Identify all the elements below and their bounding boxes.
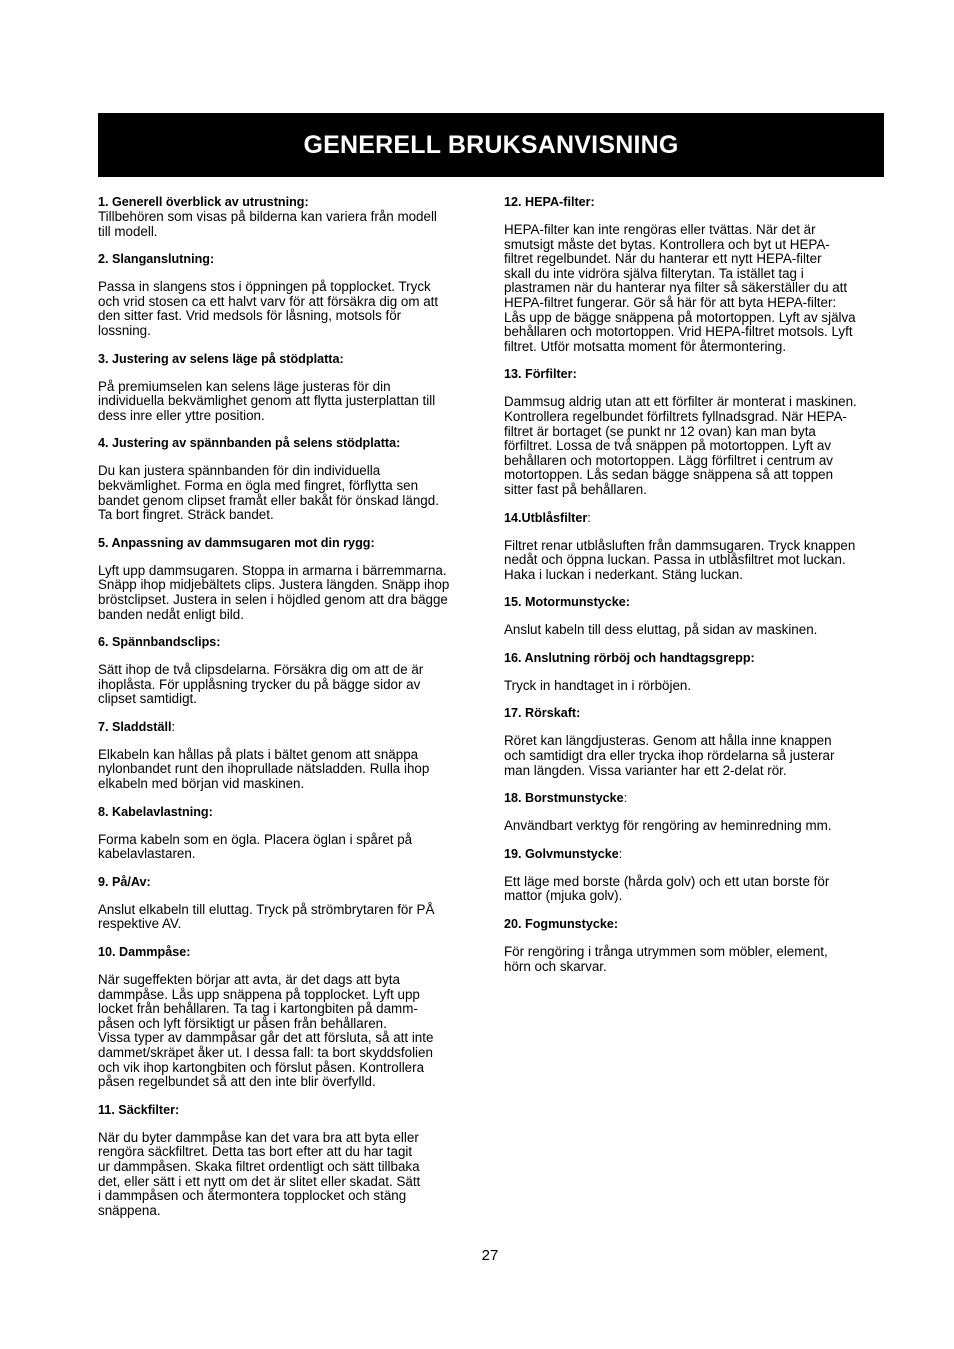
section-body: Anslut elkabeln till eluttag. Tryck på strömbrytaren för PÅ respektive AV. bbox=[98, 901, 435, 932]
section-17 bbox=[504, 706, 892, 778]
section-1 bbox=[98, 195, 484, 239]
left-column bbox=[98, 195, 484, 1231]
section-9 bbox=[98, 875, 484, 932]
section-body: När du byter dammpåse kan det vara bra att byta eller rengöra säckfiltret. Detta tas bort efter att du har tagit ur dammpåsen. Skaka filtret ordentligt och sätt tillbaka det, eller sätt i ett nytt om det är slitet eller skadat. Sätt i dammpåsen och återmontera topplocket och stäng snäppena. bbox=[98, 1129, 421, 1218]
section-body: Användbart verktyg för rengöring av heminredning mm. bbox=[504, 818, 832, 834]
section-body: Forma kabeln som en ögla. Placera öglan i spåret på kabelavlastaren. bbox=[98, 831, 413, 862]
section-heading: 8. Kabelavlastning: bbox=[98, 804, 213, 819]
section-body: Du kan justera spännbanden för din individuella bekvämlighet. Forma en ögla med fingret, förflytta sen bandet genom clipset framåt eller bakåt för önskad längd. Ta bort fingret. Sträck bandet. bbox=[98, 463, 439, 523]
section-11 bbox=[98, 1103, 484, 1219]
section-heading: 12. HEPA-filter: bbox=[504, 195, 595, 209]
title-banner bbox=[98, 113, 884, 177]
section-body: Elkabeln kan hållas på plats i bältet genom att snäppa nylonbandet runt den ihoprullade nätsladden. Rulla ihop elkabeln med början vid maskinen. bbox=[98, 746, 430, 792]
section-8 bbox=[98, 805, 484, 862]
section-7 bbox=[98, 720, 484, 792]
section-heading: 17. Rörskaft: bbox=[504, 706, 581, 721]
section-heading: 18. Borstmunstycke: bbox=[504, 791, 628, 806]
section-heading: 10. Dammpåse: bbox=[98, 945, 191, 960]
section-heading: 11. Säckfilter: bbox=[98, 1102, 180, 1117]
section-body: För rengöring i trånga utrymmen som möbler, element, hörn och skarvar. bbox=[504, 944, 828, 974]
page-number: 27 bbox=[481, 1247, 499, 1264]
section-body: Lyft upp dammsugaren. Stoppa in armarna i bärremmarna. Snäpp ihop midjebältets clips. Justera längden. Snäpp ihop bröstclipset. Justera in selen i höjdled genom att dra bägge banden nedåt enligt bild. bbox=[98, 562, 450, 622]
section-heading: 16. Anslutning rörböj och handtagsgrepp: bbox=[504, 650, 755, 665]
section-heading: 1. Generell överblick av utrustning: bbox=[98, 195, 309, 209]
section-heading: 15. Motormunstycke: bbox=[504, 595, 630, 610]
section-body: HEPA-filter kan inte rengöras eller tvättas. När det är smutsigt måste det bytas. Kontrollera och byt ut HEPA- filtret regelbundet. När du hanterar ett nytt HEPA-filter skall du inte vidröra själva filterytan. Ta istället tag i plastramen när du hanterar nya filter så säkerställer du att HEPA-filtret fungerar. Gör så här för att byta HEPA-filter: Lås upp de bägge snäppena på motortoppen. Lyft av själva behållaren och motortoppen. Vrid HEPA-filtret motsols. Lyft filtret. Utför motsatta moment för återmontering. bbox=[504, 222, 856, 354]
section-19 bbox=[504, 847, 892, 904]
section-body: Tryck in handtaget in i rörböjen. bbox=[504, 677, 692, 693]
section-18 bbox=[504, 791, 892, 834]
section-heading: 4. Justering av spännbanden på selens stödplatta: bbox=[98, 436, 401, 451]
section-heading: 9. På/Av: bbox=[98, 874, 151, 889]
section-heading: 19. Golvmunstycke: bbox=[504, 846, 623, 861]
section-heading: 3. Justering av selens läge på stödplatta: bbox=[98, 351, 344, 366]
section-2 bbox=[98, 252, 484, 338]
section-body: Ett läge med borste (hårda golv) och ett utan borste för mattor (mjuka golv). bbox=[504, 873, 830, 904]
section-heading: 2. Slanganslutning: bbox=[98, 252, 215, 267]
page-title: GENERELL BRUKSANVISNING bbox=[303, 130, 679, 159]
section-body: Tillbehören som visas på bilderna kan variera från modell till modell. bbox=[98, 209, 437, 239]
section-12 bbox=[504, 195, 892, 354]
section-body: Filtret renar utblåsluften från dammsugaren. Tryck knappen nedåt och öppna luckan. Passa in utblåsfiltret mot luckan. Haka i luckan i nederkant. Stäng luckan. bbox=[504, 537, 856, 582]
section-5 bbox=[98, 536, 484, 622]
section-body: Sätt ihop de två clipsdelarna. Försäkra dig om att de är ihoplåsta. För upplåsning trycker du på bägge sidor av clipset samtidigt. bbox=[98, 662, 424, 707]
section-3 bbox=[98, 352, 484, 424]
section-15 bbox=[504, 595, 892, 638]
section-heading: 6. Spännbandsclips: bbox=[98, 635, 221, 650]
section-body: Passa in slangens stos i öppningen på topplocket. Tryck och vrid stosen ca ett halvt varv för att försäkra dig om att den sitter fast. Vrid medsols för låsning, motsols för lossning. bbox=[98, 279, 439, 338]
section-heading: 13. Förfilter: bbox=[504, 367, 577, 382]
section-body: Röret kan längdjusteras. Genom att hålla inne knappen och samtidigt dra eller trycka ihop rördelarna så justerar man längden. Vissa varianter har ett 2-delat rör. bbox=[504, 733, 835, 778]
section-body: När sugeffekten börjar att avta, är det dags att byta dammpåse. Lås upp snäppena på topplocket. Lyft upp locket från behållaren. Ta tag i kartongbiten på damm- påsen och lyft försiktigt ur påsen från behållaren. Vissa typer av dammpåsar går det att försluta, så att inte dammet/skräpet åker ut. I dessa fall: ta bort skyddsfolien och vik ihop kartongbiten och förslut påsen. Kontrollera påsen regelbundet så att den inte blir överfylld. bbox=[98, 972, 434, 1090]
section-heading: 7. Sladdställ: bbox=[98, 719, 175, 734]
section-heading: 14.Utblåsfilter: bbox=[504, 510, 591, 525]
section-13 bbox=[504, 367, 892, 497]
section-20 bbox=[504, 917, 892, 974]
section-body: Dammsug aldrig utan att ett förfilter är monterat i maskinen. Kontrollera regelbundet förfiltrets fyllnadsgrad. När HEPA- filtret är bortaget (se punkt nr 12 ovan) kan man byta förfiltret. Lossa de två snäppen på motortoppen. Lyft av behållaren och motortoppen. Lägg förfiltret i centrum av motortoppen. Lås sedan bägge snäppena så att toppen sitter fast på behållaren. bbox=[504, 394, 857, 497]
section-heading: 5. Anpassning av dammsugaren mot din rygg: bbox=[98, 535, 375, 550]
section-14 bbox=[504, 511, 892, 583]
section-body: På premiumselen kan selens läge justeras för din individuella bekvämlighet genom att flytta justerplattan till dess inre eller yttre position. bbox=[98, 378, 436, 423]
section-6 bbox=[98, 635, 484, 707]
section-16 bbox=[504, 651, 892, 694]
section-4 bbox=[98, 436, 484, 522]
right-column bbox=[504, 195, 892, 987]
section-10 bbox=[98, 945, 484, 1090]
section-heading: 20. Fogmunstycke: bbox=[504, 917, 619, 932]
section-body: Anslut kabeln till dess eluttag, på sidan av maskinen. bbox=[504, 622, 818, 638]
